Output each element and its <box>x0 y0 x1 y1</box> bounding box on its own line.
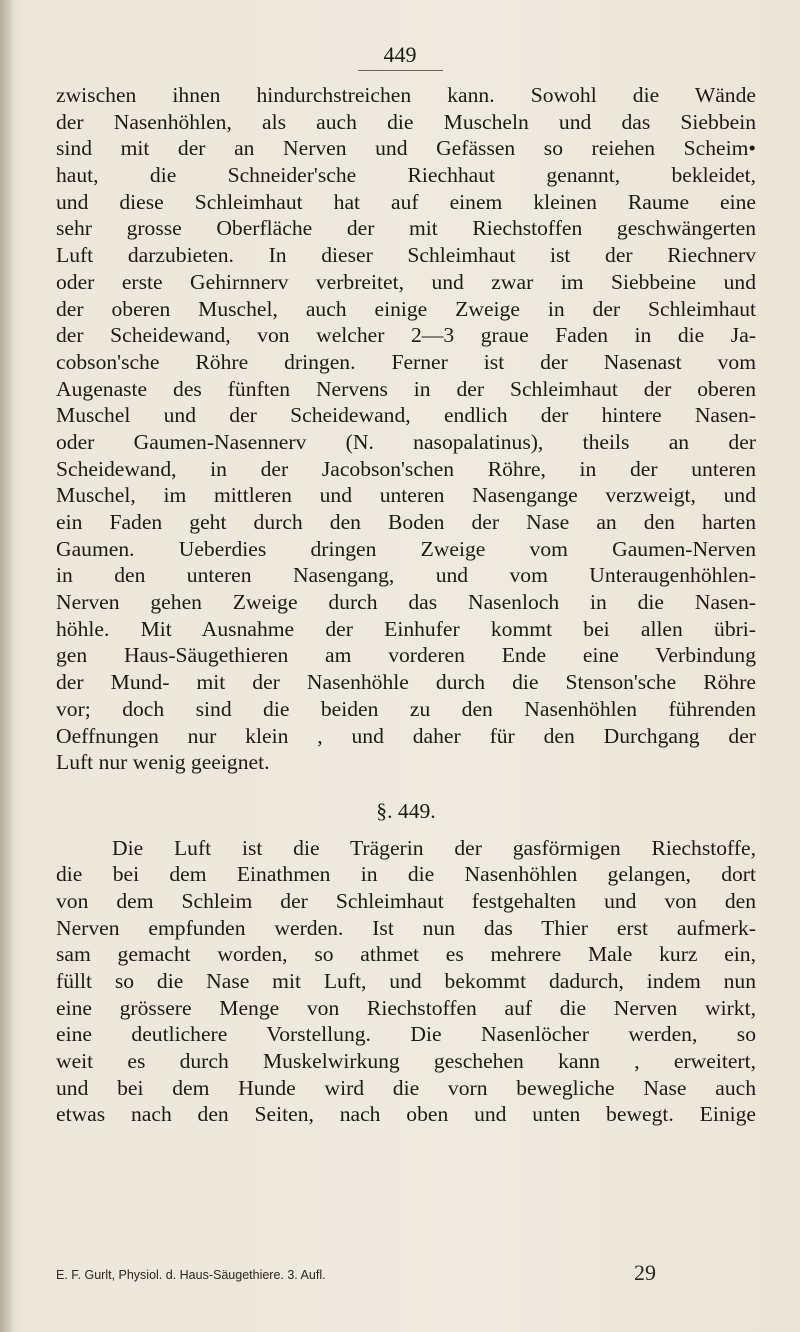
text-line: die bei dem Einathmen in die Nasenhöhlen gelangen, dort <box>56 862 756 887</box>
text-line: ein Faden geht durch den Boden der Nase an den harten <box>56 510 756 534</box>
signature-mark: 29 <box>634 1260 656 1285</box>
text-line: und diese Schleimhaut hat auf einem kleinen Raume eine <box>56 189 756 214</box>
text-line: oder Gaumen-Nasennerv (N. nasopalatinus), theils an der <box>56 429 756 454</box>
text-line: eine deutlichere Vorstellung. Die Nasenlöcher werden, so <box>56 1022 756 1047</box>
text-line: cobson'sche Röhre dringen. Ferner ist der Nasenast vom <box>56 349 756 374</box>
text-line: der oberen Muschel, auch einige Zweige in der Schleimhaut <box>56 296 756 321</box>
text-line: haut, die Schneider'sche Riechhaut genannt, bekleidet, <box>56 163 756 188</box>
text-line: füllt so die Nase mit Luft, und bekommt dadurch, indem nun <box>56 969 756 993</box>
text-line: sehr grosse Oberfläche der mit Riechstoffen geschwängerten <box>56 216 756 241</box>
text-line: und bei dem Hunde wird die vorn bewegliche Nase auch <box>56 1075 756 1100</box>
paragraph-1 <box>56 82 756 776</box>
text-line: höhle. Mit Ausnahme der Einhufer kommt bei allen übri- <box>56 616 756 641</box>
page-number <box>0 42 800 71</box>
text-line: Luft nur wenig geeignet. <box>56 750 270 775</box>
body-text <box>56 82 756 1128</box>
footer <box>56 1260 756 1285</box>
text-line: zwischen ihnen hindurchstreichen kann. Sowohl die Wände <box>56 83 756 107</box>
text-line: der Scheidewand, von welcher 2—3 graue Faden in die Ja- <box>56 323 756 348</box>
text-line: Nerven empfunden werden. Ist nun das Thier erst aufmerk- <box>56 915 756 940</box>
text-line: etwas nach den Seiten, nach oben und unten bewegt. Einige <box>56 1102 756 1127</box>
text-line: Scheidewand, in der Jacobson'schen Röhre, in der unteren <box>56 456 756 481</box>
text-line: Muschel und der Scheidewand, endlich der hintere Nasen- <box>56 403 756 428</box>
text-line: eine grössere Menge von Riechstoffen auf die Nerven wirkt, <box>56 995 756 1020</box>
text-line: Augenaste des fünften Nervens in der Schleimhaut der oberen <box>56 376 756 401</box>
binding-shadow <box>0 0 14 1332</box>
paragraph-2 <box>56 835 756 1129</box>
text-line: Oeffnungen nur klein , und daher für den Durchgang der <box>56 723 756 748</box>
footer-citation: E. F. Gurlt, Physiol. d. Haus-Säugethiere. 3. Aufl. <box>56 1268 326 1282</box>
text-line: der Mund- mit der Nasenhöhle durch die Stenson'sche Röhre <box>56 670 756 695</box>
text-line: Gaumen. Ueberdies dringen Zweige vom Gaumen-Nerven <box>56 536 756 561</box>
text-line: von dem Schleim der Schleimhaut festgehalten und von den <box>56 888 756 913</box>
text-line: Die Luft ist die Trägerin der gasförmigen Riechstoffe, <box>112 835 756 860</box>
text-line: Luft darzubieten. In dieser Schleimhaut ist der Riechnerv <box>56 243 756 268</box>
text-line: weit es durch Muskelwirkung geschehen kann , erweitert, <box>56 1049 756 1074</box>
text-line: vor; doch sind die beiden zu den Nasenhöhlen führenden <box>56 696 756 721</box>
text-line: Nerven gehen Zweige durch das Nasenloch in die Nasen- <box>56 590 756 615</box>
text-line: sind mit der an Nerven und Gefässen so reiehen Scheim• <box>56 136 756 161</box>
text-line: oder erste Gehirnnerv verbreitet, und zwar im Siebbeine und <box>56 269 756 294</box>
section-heading: §. 449. <box>376 798 436 823</box>
text-line: in den unteren Nasengang, und vom Unteraugenhöhlen- <box>56 563 756 588</box>
text-line: sam gemacht worden, so athmet es mehrere Male kurz ein, <box>56 942 756 967</box>
text-line: gen Haus-Säugethieren am vorderen Ende eine Verbindung <box>56 643 756 668</box>
text-line: Muschel, im mittleren und unteren Nasengange verzweigt, und <box>56 483 756 508</box>
page-number-text: 449 <box>358 42 443 71</box>
text-line: der Nasenhöhlen, als auch die Muscheln und das Siebbein <box>56 109 756 134</box>
